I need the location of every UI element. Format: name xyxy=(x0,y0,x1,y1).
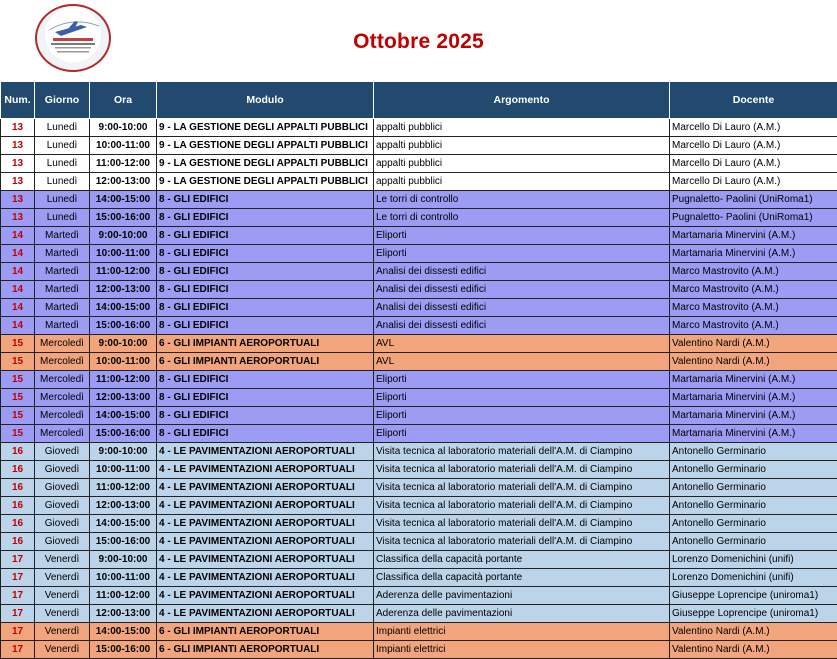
table-row xyxy=(1,155,837,173)
cell-topic: Impianti elettrici xyxy=(374,623,670,641)
cell-time: 9:00-10:00 xyxy=(90,227,157,245)
schedule-body xyxy=(1,119,837,659)
cell-topic: Analisi dei dissesti edifici xyxy=(374,263,670,281)
cell-module: 9 - LA GESTIONE DEGLI APPALTI PUBBLICI xyxy=(157,155,374,173)
cell-day: Lunedì xyxy=(35,155,90,173)
cell-topic: Analisi dei dissesti edifici xyxy=(374,317,670,335)
cell-num: 15 xyxy=(1,407,35,425)
table-row xyxy=(1,245,837,263)
cell-day: Giovedì xyxy=(35,515,90,533)
col-header-num: Num. xyxy=(1,82,35,119)
cell-module: 8 - GLI EDIFICI xyxy=(157,191,374,209)
cell-topic: AVL xyxy=(374,353,670,371)
cell-topic: Visita tecnica al laboratorio materiali dell'A.M. di Ciampino xyxy=(374,479,670,497)
cell-teacher: Pugnaletto- Paolini (UniRoma1) xyxy=(670,191,837,209)
cell-teacher: Marcello Di Lauro (A.M.) xyxy=(670,119,837,137)
table-row xyxy=(1,191,837,209)
table-row xyxy=(1,623,837,641)
cell-module: 9 - LA GESTIONE DEGLI APPALTI PUBBLICI xyxy=(157,137,374,155)
cell-topic: appalti pubblici xyxy=(374,173,670,191)
cell-module: 4 - LE PAVIMENTAZIONI AEROPORTUALI xyxy=(157,605,374,623)
cell-num: 13 xyxy=(1,155,35,173)
cell-time: 15:00-16:00 xyxy=(90,533,157,551)
cell-module: 8 - GLI EDIFICI xyxy=(157,245,374,263)
col-header-day: Giorno xyxy=(35,82,90,119)
cell-time: 9:00-10:00 xyxy=(90,551,157,569)
cell-num: 16 xyxy=(1,515,35,533)
cell-topic: Classifica della capacità portante xyxy=(374,569,670,587)
cell-day: Mercoledì xyxy=(35,389,90,407)
cell-module: 8 - GLI EDIFICI xyxy=(157,281,374,299)
cell-num: 13 xyxy=(1,119,35,137)
cell-day: Venerdì xyxy=(35,623,90,641)
cell-num: 16 xyxy=(1,479,35,497)
cell-topic: Eliporti xyxy=(374,425,670,443)
cell-teacher: Marco Mastrovito (A.M.) xyxy=(670,281,837,299)
table-row xyxy=(1,533,837,551)
cell-topic: Eliporti xyxy=(374,227,670,245)
cell-time: 9:00-10:00 xyxy=(90,443,157,461)
cell-teacher: Martamaria Minervini (A.M.) xyxy=(670,371,837,389)
cell-time: 14:00-15:00 xyxy=(90,407,157,425)
cell-module: 4 - LE PAVIMENTAZIONI AEROPORTUALI xyxy=(157,551,374,569)
cell-teacher: Martamaria Minervini (A.M.) xyxy=(670,227,837,245)
col-header-time: Ora xyxy=(90,82,157,119)
cell-teacher: Valentino Nardi (A.M.) xyxy=(670,353,837,371)
cell-num: 16 xyxy=(1,461,35,479)
cell-topic: Visita tecnica al laboratorio materiali dell'A.M. di Ciampino xyxy=(374,443,670,461)
cell-time: 10:00-11:00 xyxy=(90,461,157,479)
cell-day: Mercoledì xyxy=(35,371,90,389)
cell-teacher: Lorenzo Domenichini (unifi) xyxy=(670,569,837,587)
cell-day: Giovedì xyxy=(35,461,90,479)
cell-time: 15:00-16:00 xyxy=(90,209,157,227)
cell-teacher: Marcello Di Lauro (A.M.) xyxy=(670,137,837,155)
cell-time: 15:00-16:00 xyxy=(90,425,157,443)
table-row xyxy=(1,587,837,605)
cell-module: 4 - LE PAVIMENTAZIONI AEROPORTUALI xyxy=(157,569,374,587)
table-row xyxy=(1,317,837,335)
cell-teacher: Valentino Nardi (A.M.) xyxy=(670,641,837,659)
cell-num: 16 xyxy=(1,497,35,515)
cell-module: 8 - GLI EDIFICI xyxy=(157,317,374,335)
cell-num: 13 xyxy=(1,209,35,227)
cell-time: 10:00-11:00 xyxy=(90,245,157,263)
cell-day: Venerdì xyxy=(35,605,90,623)
table-row xyxy=(1,353,837,371)
cell-day: Martedì xyxy=(35,245,90,263)
cell-topic: Visita tecnica al laboratorio materiali dell'A.M. di Ciampino xyxy=(374,497,670,515)
cell-day: Mercoledì xyxy=(35,335,90,353)
cell-num: 17 xyxy=(1,587,35,605)
cell-time: 12:00-13:00 xyxy=(90,497,157,515)
cell-num: 17 xyxy=(1,551,35,569)
cell-teacher: Giuseppe Loprencipe (uniroma1) xyxy=(670,587,837,605)
cell-day: Lunedì xyxy=(35,137,90,155)
cell-time: 14:00-15:00 xyxy=(90,515,157,533)
cell-teacher: Martamaria Minervini (A.M.) xyxy=(670,389,837,407)
cell-time: 12:00-13:00 xyxy=(90,389,157,407)
table-row xyxy=(1,425,837,443)
cell-num: 15 xyxy=(1,353,35,371)
cell-num: 14 xyxy=(1,317,35,335)
cell-teacher: Antonello Germinario xyxy=(670,479,837,497)
cell-topic: Eliporti xyxy=(374,389,670,407)
cell-module: 9 - LA GESTIONE DEGLI APPALTI PUBBLICI xyxy=(157,173,374,191)
cell-module: 8 - GLI EDIFICI xyxy=(157,407,374,425)
cell-module: 6 - GLI IMPIANTI AEROPORTUALI xyxy=(157,335,374,353)
cell-day: Mercoledì xyxy=(35,425,90,443)
cell-topic: Visita tecnica al laboratorio materiali dell'A.M. di Ciampino xyxy=(374,461,670,479)
cell-teacher: Antonello Germinario xyxy=(670,533,837,551)
cell-module: 8 - GLI EDIFICI xyxy=(157,227,374,245)
cell-time: 9:00-10:00 xyxy=(90,119,157,137)
cell-topic: Aderenza delle pavimentazioni xyxy=(374,587,670,605)
cell-topic: appalti pubblici xyxy=(374,137,670,155)
cell-topic: Eliporti xyxy=(374,245,670,263)
cell-module: 8 - GLI EDIFICI xyxy=(157,209,374,227)
table-row xyxy=(1,605,837,623)
cell-time: 14:00-15:00 xyxy=(90,191,157,209)
cell-time: 14:00-15:00 xyxy=(90,623,157,641)
cell-topic: Le torri di controllo xyxy=(374,191,670,209)
col-header-topic: Argomento xyxy=(374,82,670,119)
table-row xyxy=(1,389,837,407)
cell-num: 17 xyxy=(1,605,35,623)
cell-day: Venerdì xyxy=(35,587,90,605)
cell-module: 4 - LE PAVIMENTAZIONI AEROPORTUALI xyxy=(157,461,374,479)
cell-day: Lunedì xyxy=(35,119,90,137)
cell-time: 11:00-12:00 xyxy=(90,587,157,605)
table-row xyxy=(1,479,837,497)
table-row xyxy=(1,209,837,227)
cell-num: 13 xyxy=(1,173,35,191)
cell-num: 15 xyxy=(1,371,35,389)
cell-num: 16 xyxy=(1,443,35,461)
cell-teacher: Martamaria Minervini (A.M.) xyxy=(670,425,837,443)
cell-module: 4 - LE PAVIMENTAZIONI AEROPORTUALI xyxy=(157,587,374,605)
table-row xyxy=(1,281,837,299)
cell-day: Mercoledì xyxy=(35,353,90,371)
cell-module: 8 - GLI EDIFICI xyxy=(157,299,374,317)
schedule-table xyxy=(0,81,837,659)
col-header-module: Modulo xyxy=(157,82,374,119)
cell-teacher: Marco Mastrovito (A.M.) xyxy=(670,263,837,281)
cell-teacher: Giuseppe Loprencipe (uniroma1) xyxy=(670,605,837,623)
cell-time: 9:00-10:00 xyxy=(90,335,157,353)
table-row xyxy=(1,461,837,479)
cell-time: 12:00-13:00 xyxy=(90,281,157,299)
table-row xyxy=(1,227,837,245)
cell-time: 11:00-12:00 xyxy=(90,479,157,497)
cell-module: 6 - GLI IMPIANTI AEROPORTUALI xyxy=(157,353,374,371)
cell-day: Martedì xyxy=(35,227,90,245)
table-row xyxy=(1,173,837,191)
cell-module: 6 - GLI IMPIANTI AEROPORTUALI xyxy=(157,641,374,659)
cell-module: 4 - LE PAVIMENTAZIONI AEROPORTUALI xyxy=(157,497,374,515)
cell-num: 17 xyxy=(1,623,35,641)
cell-day: Mercoledì xyxy=(35,407,90,425)
cell-topic: appalti pubblici xyxy=(374,155,670,173)
cell-teacher: Valentino Nardi (A.M.) xyxy=(670,335,837,353)
cell-teacher: Marcello Di Lauro (A.M.) xyxy=(670,173,837,191)
cell-num: 17 xyxy=(1,641,35,659)
cell-time: 10:00-11:00 xyxy=(90,353,157,371)
cell-teacher: Antonello Germinario xyxy=(670,461,837,479)
cell-module: 4 - LE PAVIMENTAZIONI AEROPORTUALI xyxy=(157,533,374,551)
table-row xyxy=(1,515,837,533)
cell-num: 17 xyxy=(1,569,35,587)
table-row xyxy=(1,497,837,515)
cell-topic: Eliporti xyxy=(374,371,670,389)
page-header xyxy=(0,0,837,81)
cell-num: 13 xyxy=(1,137,35,155)
cell-teacher: Valentino Nardi (A.M.) xyxy=(670,623,837,641)
page-title: Ottobre 2025 xyxy=(0,30,837,54)
cell-teacher: Antonello Germinario xyxy=(670,497,837,515)
cell-num: 14 xyxy=(1,299,35,317)
cell-time: 14:00-15:00 xyxy=(90,299,157,317)
cell-time: 15:00-16:00 xyxy=(90,317,157,335)
cell-day: Venerdì xyxy=(35,641,90,659)
cell-time: 12:00-13:00 xyxy=(90,605,157,623)
cell-time: 11:00-12:00 xyxy=(90,155,157,173)
cell-module: 8 - GLI EDIFICI xyxy=(157,425,374,443)
cell-day: Martedì xyxy=(35,317,90,335)
table-row xyxy=(1,551,837,569)
cell-day: Martedì xyxy=(35,263,90,281)
cell-day: Giovedì xyxy=(35,443,90,461)
cell-topic: appalti pubblici xyxy=(374,119,670,137)
cell-num: 16 xyxy=(1,533,35,551)
cell-day: Giovedì xyxy=(35,479,90,497)
cell-topic: Analisi dei dissesti edifici xyxy=(374,299,670,317)
cell-time: 10:00-11:00 xyxy=(90,137,157,155)
cell-teacher: Pugnaletto- Paolini (UniRoma1) xyxy=(670,209,837,227)
table-header-row xyxy=(1,82,837,119)
cell-topic: Visita tecnica al laboratorio materiali dell'A.M. di Ciampino xyxy=(374,515,670,533)
cell-topic: Aderenza delle pavimentazioni xyxy=(374,605,670,623)
cell-num: 14 xyxy=(1,281,35,299)
cell-num: 15 xyxy=(1,425,35,443)
cell-num: 14 xyxy=(1,227,35,245)
cell-teacher: Martamaria Minervini (A.M.) xyxy=(670,245,837,263)
cell-time: 11:00-12:00 xyxy=(90,263,157,281)
cell-day: Giovedì xyxy=(35,497,90,515)
cell-num: 13 xyxy=(1,191,35,209)
table-row xyxy=(1,443,837,461)
cell-time: 12:00-13:00 xyxy=(90,173,157,191)
cell-num: 15 xyxy=(1,335,35,353)
cell-module: 8 - GLI EDIFICI xyxy=(157,389,374,407)
cell-topic: Eliporti xyxy=(374,407,670,425)
cell-day: Martedì xyxy=(35,281,90,299)
cell-num: 15 xyxy=(1,389,35,407)
cell-module: 8 - GLI EDIFICI xyxy=(157,371,374,389)
cell-num: 14 xyxy=(1,263,35,281)
cell-topic: Analisi dei dissesti edifici xyxy=(374,281,670,299)
table-row xyxy=(1,263,837,281)
table-row xyxy=(1,137,837,155)
cell-teacher: Marcello Di Lauro (A.M.) xyxy=(670,155,837,173)
cell-day: Lunedì xyxy=(35,191,90,209)
cell-teacher: Martamaria Minervini (A.M.) xyxy=(670,407,837,425)
cell-day: Giovedì xyxy=(35,533,90,551)
cell-teacher: Marco Mastrovito (A.M.) xyxy=(670,299,837,317)
cell-module: 4 - LE PAVIMENTAZIONI AEROPORTUALI xyxy=(157,443,374,461)
cell-day: Venerdì xyxy=(35,551,90,569)
cell-day: Lunedì xyxy=(35,173,90,191)
cell-time: 11:00-12:00 xyxy=(90,371,157,389)
cell-topic: Impianti elettrici xyxy=(374,641,670,659)
cell-topic: Visita tecnica al laboratorio materiali dell'A.M. di Ciampino xyxy=(374,533,670,551)
table-row xyxy=(1,371,837,389)
cell-time: 10:00-11:00 xyxy=(90,569,157,587)
cell-module: 4 - LE PAVIMENTAZIONI AEROPORTUALI xyxy=(157,515,374,533)
cell-topic: Le torri di controllo xyxy=(374,209,670,227)
cell-module: 4 - LE PAVIMENTAZIONI AEROPORTUALI xyxy=(157,479,374,497)
cell-day: Venerdì xyxy=(35,569,90,587)
table-row xyxy=(1,569,837,587)
cell-topic: Classifica della capacità portante xyxy=(374,551,670,569)
cell-teacher: Antonello Germinario xyxy=(670,443,837,461)
cell-teacher: Antonello Germinario xyxy=(670,515,837,533)
cell-module: 9 - LA GESTIONE DEGLI APPALTI PUBBLICI xyxy=(157,119,374,137)
table-row xyxy=(1,299,837,317)
cell-module: 8 - GLI EDIFICI xyxy=(157,263,374,281)
table-row xyxy=(1,119,837,137)
cell-num: 14 xyxy=(1,245,35,263)
cell-module: 6 - GLI IMPIANTI AEROPORTUALI xyxy=(157,623,374,641)
cell-day: Martedì xyxy=(35,299,90,317)
cell-teacher: Lorenzo Domenichini (unifi) xyxy=(670,551,837,569)
cell-day: Lunedì xyxy=(35,209,90,227)
cell-time: 15:00-16:00 xyxy=(90,641,157,659)
cell-teacher: Marco Mastrovito (A.M.) xyxy=(670,317,837,335)
cell-topic: AVL xyxy=(374,335,670,353)
col-header-teacher: Docente xyxy=(670,82,837,119)
table-row xyxy=(1,335,837,353)
table-row xyxy=(1,407,837,425)
